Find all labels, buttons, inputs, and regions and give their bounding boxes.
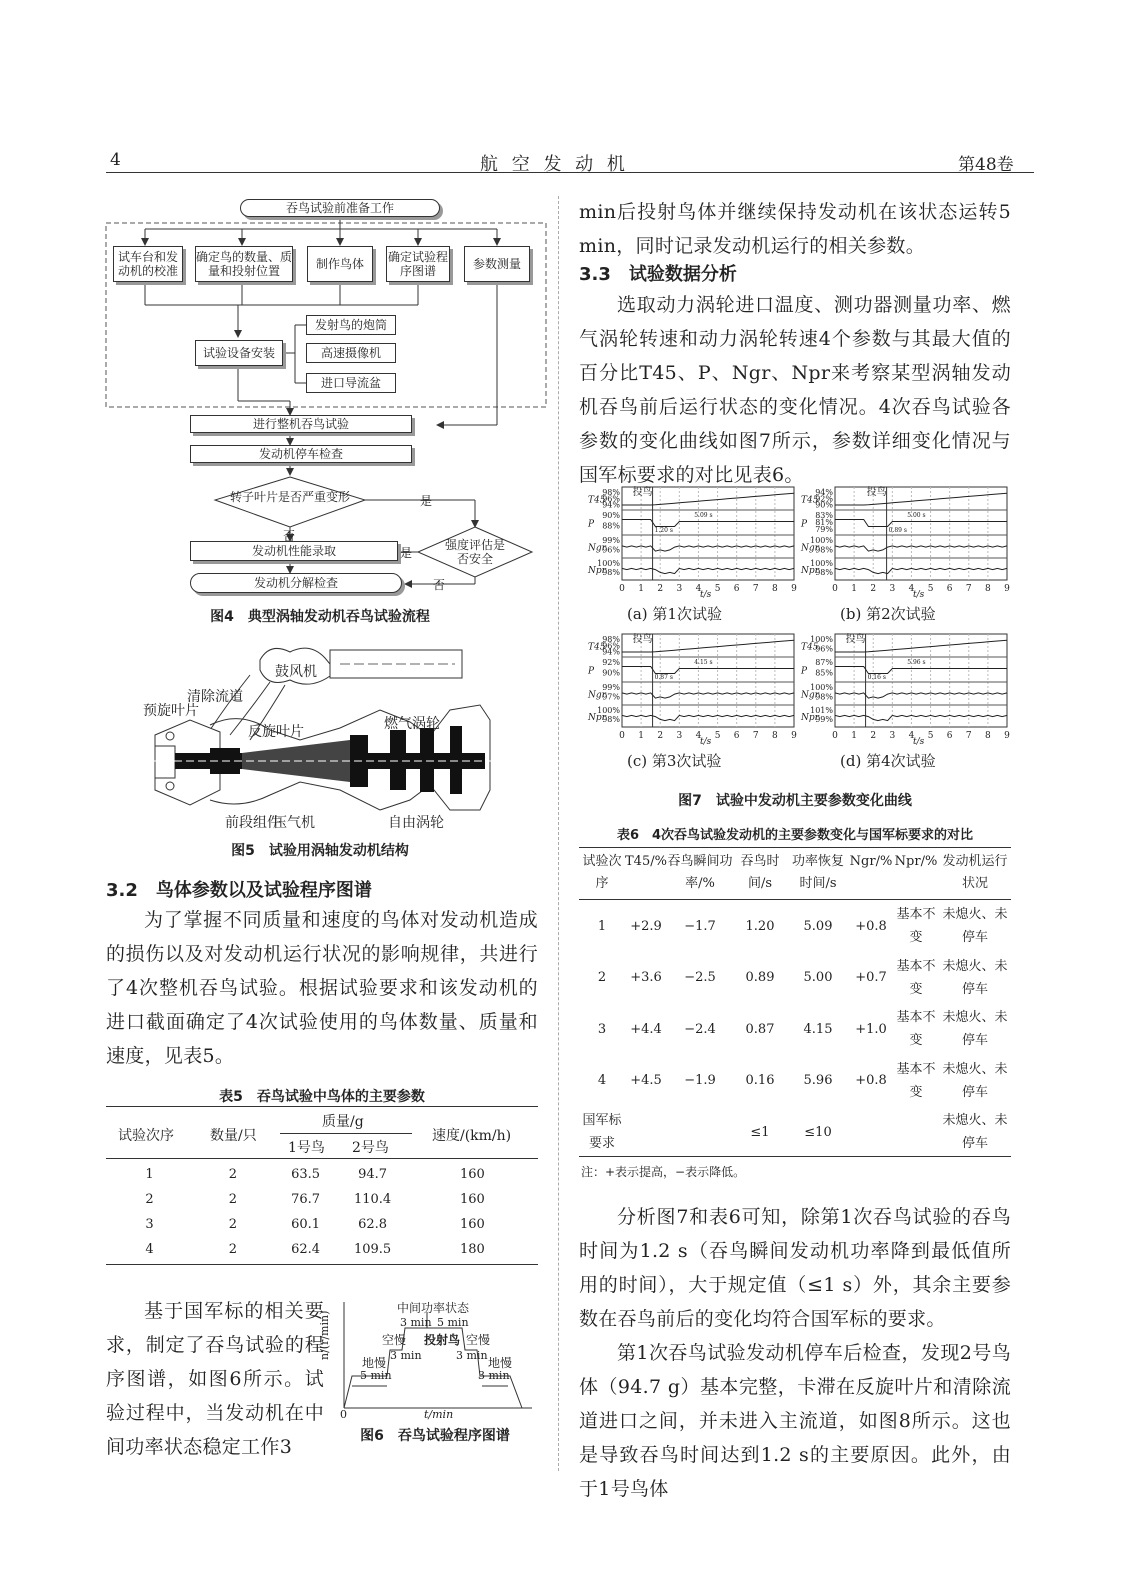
- table5-row: [106, 1162, 538, 1187]
- fig7-x-tick: 3: [676, 731, 683, 741]
- fig7-x-tick: 2: [657, 584, 664, 594]
- table6-cell: 未熄火、未停车: [942, 958, 1008, 997]
- table5-cell: 2: [228, 1167, 237, 1182]
- fig7-tick-label: 94%: [602, 500, 620, 510]
- table6-header-cell: Ngr/%: [849, 854, 893, 869]
- fig6-xaxis: t/min: [424, 1408, 454, 1421]
- table5-cell: 4: [145, 1242, 154, 1257]
- fig7-x-tick: 6: [733, 731, 740, 741]
- fig7-y-label: T45: [801, 642, 819, 653]
- table6-cell: [667, 1109, 733, 1155]
- fig5-drawing: [150, 640, 510, 835]
- table6-cell: ≤10: [804, 1124, 832, 1140]
- table6-header-cell: 吞鸟瞬间功率/%: [667, 854, 733, 891]
- table6-cell: 4: [597, 1073, 607, 1088]
- fig5-label-gasturbine: 燃气涡轮: [384, 716, 440, 732]
- fig7-annot-recovery: 5.00 s: [907, 512, 926, 519]
- fig7-panel-2: [795, 483, 1015, 598]
- table5-cell: 160: [459, 1167, 485, 1182]
- fig7-x-tick: 5: [714, 584, 721, 594]
- fig6-t5a: 5 min: [360, 1369, 392, 1382]
- fig7-tick-label: 100%: [597, 559, 620, 568]
- fig7-tick-label: 94%: [602, 647, 620, 657]
- table5-mass-rule: [280, 1133, 412, 1134]
- table6-cell: 国军标要求: [582, 1113, 622, 1151]
- fig7-tick-label: 98%: [602, 568, 620, 577]
- fig4-teardown-box: 发动机分解检查: [190, 573, 402, 593]
- table5-row: [106, 1187, 538, 1212]
- fig7-x-tick: 8: [985, 731, 991, 741]
- table6-cell: +1.0: [855, 1021, 887, 1037]
- fig7-annot-recovery: 5.96 s: [907, 659, 926, 666]
- table6-top-rule: [579, 847, 1011, 848]
- table6-caption: 表6 4次吞鸟试验发动机的主要参数变化与国军标要求的对比: [616, 828, 974, 843]
- fig7-shoot-label: 投鸟: [845, 634, 866, 645]
- fig7-x-tick: 3: [889, 584, 896, 594]
- fig7-x-tick: 5: [927, 731, 934, 741]
- table6-cell: +2.9: [630, 918, 662, 934]
- fig6-t3b: 3 min: [390, 1349, 422, 1362]
- fig7-annot-time: 0.89 s: [888, 527, 907, 534]
- fig6-yaxis: n/(r/min): [318, 1310, 331, 1360]
- table5-cell: 2: [145, 1192, 154, 1207]
- table6-cell: [625, 1109, 667, 1155]
- fig7-y-label: Npr: [588, 713, 606, 723]
- fig7-tick-label: 92%: [602, 658, 620, 667]
- fig4-yes-1: 是: [420, 494, 433, 508]
- fig7-tick-label: 98%: [815, 568, 833, 577]
- fig7-panel-4: [795, 630, 1015, 745]
- journal-title: 航 空 发 动 机: [480, 154, 629, 175]
- table6-cell: [893, 1109, 939, 1155]
- fig7-tick-label: 96%: [602, 545, 620, 555]
- table6-cell: 基本不变: [896, 958, 936, 997]
- fig7-tick-label: 100%: [810, 559, 833, 568]
- fig4-prep-box-2: 确定鸟的数量、质量和投射位置: [195, 246, 293, 282]
- table6-cell: 4.15: [803, 1021, 833, 1037]
- fig7-tick-label: 98%: [602, 715, 620, 724]
- fig7-y-label: T45: [801, 495, 819, 506]
- fig7-tick-label: 81%: [815, 518, 833, 527]
- fig7-y-label: Ngr: [588, 690, 606, 701]
- fig7-subcaption: (c) 第3次试验: [627, 752, 722, 770]
- table5-cell: 62.4: [291, 1242, 321, 1257]
- fig4-yes-2: 是: [400, 546, 413, 560]
- table6-bottom-rule: [579, 1156, 1011, 1157]
- fig7-x-tick: 6: [946, 731, 953, 741]
- table6-cell: 3: [597, 1021, 607, 1037]
- fig5-label-freeturbine: 自由涡轮: [388, 815, 444, 831]
- table6-cell: 未熄火、未停车: [942, 907, 1008, 945]
- table6-cell: 0.87: [745, 1021, 775, 1037]
- fig7-tick-label: 85%: [815, 668, 833, 678]
- table6-cell: −2.4: [684, 1021, 716, 1037]
- fig5-label-compressor: 压气机: [273, 815, 315, 831]
- table5-bottom-rule: [106, 1264, 538, 1265]
- table5-head-rule: [106, 1158, 538, 1159]
- table5-h-speed: 速度/(km/h): [432, 1128, 512, 1144]
- fig4-run-box: 进行整机吞鸟试验: [190, 415, 412, 433]
- header-rule: [106, 172, 1034, 173]
- fig5-caption: 图5 试验用涡轴发动机结构: [231, 843, 409, 859]
- fig7-y-label: Npr: [801, 566, 819, 576]
- fig7-y-label: T45: [588, 495, 606, 506]
- table5-h-mass: 质量/g: [322, 1114, 364, 1130]
- fig6-t5b: 5 min: [437, 1316, 469, 1329]
- fig7-x-tick: 1: [638, 731, 644, 741]
- table6-header-cell: T45/%: [625, 854, 667, 869]
- fig7-x-tick: 9: [791, 584, 797, 594]
- fig6-top-label: 中间功率状态: [397, 1301, 470, 1315]
- fig7-x-tick: 1: [851, 584, 857, 594]
- fig7-x-label: t/s: [700, 737, 712, 747]
- fig5-label-counter: 反旋叶片: [248, 724, 304, 740]
- fig5-label-blower: 鼓风机: [275, 664, 317, 680]
- fig7-tick-label: 98%: [815, 692, 833, 702]
- fig4-install-box: 试验设备安装: [195, 340, 283, 366]
- fig7-caption: 图7 试验中发动机主要参数变化曲线: [678, 793, 912, 809]
- fig7-x-tick: 6: [946, 584, 953, 594]
- table5-cell: 180: [459, 1242, 485, 1257]
- table6-cell: 5.09: [803, 918, 833, 934]
- fig7-subcaption: (d) 第4次试验: [840, 752, 936, 770]
- table5-cell: 160: [459, 1192, 485, 1207]
- fig7-x-label: t/s: [913, 590, 925, 600]
- fig7-x-tick: 4: [695, 584, 702, 594]
- fig7-tick-label: 100%: [810, 683, 833, 692]
- table6-cell: +4.4: [630, 1021, 662, 1037]
- table5-row: [106, 1212, 538, 1237]
- table5-body: [106, 1162, 538, 1262]
- table6-cell: 基本不变: [896, 907, 936, 945]
- section-3-2-para-2: 基于国军标的相关要求，制定了吞鸟试验的程序图谱，如图6所示。试验过程中，当发动机在中间功率状态稳定工作3: [106, 1300, 324, 1458]
- table6-cell: 5.96: [803, 1073, 833, 1088]
- table5-cell: 2: [228, 1192, 237, 1207]
- fig7-tick-label: 100%: [810, 536, 833, 545]
- table5-h-order: 试验次序: [118, 1128, 174, 1144]
- table6-cell: 2: [597, 970, 607, 985]
- table6-cell: [849, 1109, 893, 1155]
- volume: 第48卷: [958, 155, 1014, 175]
- fig7-shoot-label: 投鸟: [866, 487, 887, 498]
- table5-cell: 2: [228, 1217, 237, 1232]
- fig7-tick-label: 99%: [815, 715, 833, 724]
- fig7-y-label: Npr: [588, 566, 606, 576]
- fig7-x-tick: 7: [752, 731, 759, 741]
- table6-cell: +0.8: [855, 1073, 887, 1088]
- fig4-caption: 图4 典型涡轴发动机吞鸟试验流程: [210, 609, 430, 625]
- fig4-prep-box-5: 参数测量: [464, 246, 530, 282]
- right-para-0: min后投射鸟体并继续保持发动机在该状态运转5 min，同时记录发动机运行的相关参数。: [579, 201, 1011, 257]
- table6-cell: −1.7: [684, 918, 716, 934]
- table6-cell: 5.00: [803, 970, 833, 985]
- fig7-x-tick: 0: [832, 584, 838, 594]
- fig7-tick-label: 92%: [815, 494, 833, 504]
- fig4-no-1: 否: [283, 529, 296, 543]
- fig7-x-tick: 7: [752, 584, 759, 594]
- table6-note: 注：+表示提高，−表示降低。: [581, 1165, 746, 1179]
- table5-cell: 76.7: [291, 1192, 321, 1207]
- fig6-caption: 图6 吞鸟试验程序图谱: [360, 1428, 510, 1444]
- fig6-t3a: 3 min: [400, 1316, 432, 1329]
- fig7-tick-label: 90%: [602, 511, 620, 520]
- fig7-tick-label: 98%: [602, 488, 620, 497]
- table6-cell: 1: [597, 918, 607, 934]
- fig7-x-tick: 8: [985, 584, 991, 594]
- page-number: 4: [110, 150, 121, 170]
- fig7-x-tick: 9: [1004, 584, 1010, 594]
- fig7-panel-3: [582, 630, 802, 745]
- fig7-x-tick: 9: [1004, 731, 1010, 741]
- table6-head-rule: [579, 899, 1011, 900]
- fig7-annot-time: 0.87 s: [654, 674, 673, 681]
- fig7-x-tick: 7: [965, 731, 972, 741]
- fig6-idle1: 地慢: [362, 1356, 387, 1370]
- table5-h-bird2: 2号鸟: [352, 1140, 389, 1156]
- fig7-x-tick: 2: [657, 731, 664, 741]
- fig5-label-purge: 清除流道: [187, 689, 243, 705]
- fig4-perf-box: 发动机性能录取: [190, 541, 398, 561]
- fig7-x-tick: 4: [695, 731, 702, 741]
- table5-h-count: 数量/只: [210, 1128, 257, 1144]
- fig7-shoot-label: 投鸟: [632, 487, 653, 498]
- fig7-annot-time: 1.20 s: [654, 527, 673, 534]
- fig6-shoot: 投射鸟: [424, 1333, 461, 1347]
- fig7-y-label: P: [588, 666, 595, 677]
- table5-cell: 62.8: [358, 1217, 388, 1232]
- fig4-stop-box: 发动机停车检查: [190, 445, 412, 463]
- fig7-x-tick: 9: [791, 731, 797, 741]
- fig4-decision-2: 强度评估是否安全: [444, 538, 505, 566]
- fig7-tick-label: 99%: [602, 536, 620, 545]
- fig7-x-tick: 5: [714, 731, 721, 741]
- fig7-frame: [835, 634, 1007, 727]
- table6-cell: 未熄火、未停车: [942, 1010, 1008, 1048]
- fig4-equip-1: 发射鸟的炮筒: [306, 315, 396, 335]
- table6-cell: 基本不变: [896, 1010, 936, 1048]
- fig7-x-tick: 7: [965, 584, 972, 594]
- fig7-x-tick: 4: [908, 584, 915, 594]
- fig7-x-tick: 2: [870, 731, 877, 741]
- table6-cell: −1.9: [684, 1073, 716, 1088]
- column-separator: [558, 196, 559, 1471]
- fig4-equip-2: 高速摄像机: [306, 343, 396, 363]
- table5-h-bird1: 1号鸟: [288, 1140, 325, 1156]
- section-3-2-para-1: 为了掌握不同质量和速度的鸟体对发动机造成的损伤以及对发动机运行状况的影响规律，共进行了4次整机吞鸟试验。根据试验要求和该发动机的进口截面确定了4次试验使用的鸟体数量、质量和速度，见表5。: [106, 909, 538, 1067]
- fig7-x-tick: 3: [676, 584, 683, 594]
- table6-cell: 0.89: [745, 970, 775, 985]
- fig7-x-tick: 8: [772, 731, 778, 741]
- fig7-x-tick: 0: [619, 731, 625, 741]
- table5-cell: 63.5: [291, 1167, 321, 1182]
- fig7-annot-time: 0.16 s: [867, 674, 886, 681]
- fig6-air2: 空慢: [466, 1333, 491, 1347]
- fig7-tick-label: 98%: [815, 545, 833, 555]
- fig7-shoot-label: 投鸟: [632, 634, 653, 645]
- table6-header-cell: Npr/%: [894, 854, 938, 869]
- fig5-label-prewhirl: 预旋叶片: [143, 703, 199, 719]
- fig7-y-label: Ngr: [588, 543, 606, 554]
- table6-cell: −2.5: [684, 970, 716, 985]
- table5-caption: 表5 吞鸟试验中鸟体的主要参数: [219, 1089, 425, 1105]
- fig7-tick-label: 96%: [815, 644, 833, 654]
- table6-cell: 基本不变: [896, 1061, 936, 1100]
- table6-header-cell: 吞鸟时间/s: [740, 854, 780, 891]
- table6-cell: +0.7: [855, 970, 887, 985]
- fig7-x-tick: 2: [870, 584, 877, 594]
- table5-cell: 110.4: [353, 1192, 392, 1207]
- fig7-tick-label: 87%: [815, 658, 833, 667]
- fig7-frame: [622, 634, 794, 727]
- table6-cell: +3.6: [630, 970, 662, 985]
- section-3-3-para-1: 选取动力涡轮进口温度、测功器测量功率、燃气涡轮转速和动力涡轮转速4个参数与其最大值的百分比T45、P、Ngr、Npr来考察某型涡轴发动机吞鸟前后运行状态的变化情况。4次吞鸟试验各参数的变化曲线如图7所示，参数详细变化情况与国军标要求的对比见表6。: [579, 294, 1011, 486]
- fig7-frame: [835, 487, 1007, 580]
- fig7-y-label: T45: [588, 642, 606, 653]
- fig6-t3c: 3 min: [456, 1349, 488, 1362]
- fig7-tick-label: 90%: [602, 668, 620, 678]
- fig7-tick-label: 99%: [602, 683, 620, 692]
- right-para-2: 分析图7和表6可知，除第1次吞鸟试验的吞鸟时间为1.2 s（吞鸟瞬间发动机功率降到最低值所用的时间），大于规定值（≤1 s）外，其余主要参数在吞鸟前后的变化均符合国军标的要求。: [579, 1206, 1011, 1330]
- table6-cell: 1.20: [745, 918, 775, 934]
- table5-cell: 94.7: [358, 1167, 388, 1182]
- table6-cell: 0.16: [745, 1073, 775, 1088]
- table6-cell: ≤1: [750, 1124, 770, 1140]
- fig7-x-label: t/s: [913, 737, 925, 747]
- fig4-decision-1: 转子叶片是否严重变形: [230, 490, 351, 504]
- fig7-tick-label: 88%: [602, 521, 620, 531]
- table5-cell: 109.5: [353, 1242, 392, 1257]
- fig7-x-tick: 5: [927, 584, 934, 594]
- fig7-x-tick: 1: [851, 731, 857, 741]
- fig7-x-tick: 1: [638, 584, 644, 594]
- section-3-3-title: 3.3 试验数据分析: [579, 264, 737, 285]
- fig7-annot-recovery: 5.09 s: [694, 512, 713, 519]
- fig7-annot-recovery: 4.15 s: [694, 659, 713, 666]
- fig7-tick-label: 98%: [602, 635, 620, 644]
- fig7-x-tick: 4: [908, 731, 915, 741]
- fig7-y-label: P: [801, 519, 808, 530]
- table5-cell: 2: [228, 1242, 237, 1257]
- fig7-tick-label: 100%: [597, 706, 620, 715]
- table6-cell: 未熄火、未停车: [942, 1113, 1008, 1151]
- fig7-x-tick: 0: [832, 731, 838, 741]
- table6-header-cell: 功率恢复时间/s: [791, 854, 844, 891]
- right-para-3: 第1次吞鸟试验发动机停车后检查，发现2号鸟体（94.7 g）基本完整，卡滞在反旋叶片和清除流道进口之间，并未进入主流道，如图8所示。这也是导致吞鸟时间达到1.2 s的主要原因。此外，由于1号鸟体: [579, 1342, 1011, 1500]
- fig6-t3d: 3 min: [478, 1369, 510, 1382]
- table5-cell: 3: [145, 1217, 154, 1232]
- fig4-start-box: 吞鸟试验前准备工作: [240, 199, 440, 217]
- fig7-tick-label: 101%: [810, 706, 833, 715]
- fig7-y-label: P: [588, 519, 595, 530]
- table5-top-rule: [106, 1106, 538, 1107]
- fig7-panel-1: [582, 483, 802, 598]
- table6-cell: +0.8: [855, 918, 887, 934]
- table6-header-cell: 试验次序: [582, 854, 622, 891]
- fig5-label-front: 前段组件: [225, 815, 281, 831]
- fig7-frame: [622, 487, 794, 580]
- table5-row: [106, 1237, 538, 1262]
- fig4-prep-box-3: 制作鸟体: [307, 246, 373, 282]
- fig7-y-label: Npr: [801, 713, 819, 723]
- fig6-air1: 空慢: [382, 1333, 407, 1347]
- fig7-x-tick: 3: [889, 731, 896, 741]
- fig7-subcaption: (a) 第1次试验: [627, 605, 722, 623]
- fig7-tick-label: 90%: [815, 500, 833, 510]
- fig7-tick-label: 96%: [602, 494, 620, 504]
- section-3-2-title: 3.2 鸟体参数以及试验程序图谱: [106, 880, 372, 901]
- fig7-y-label: Ngr: [801, 543, 819, 554]
- fig4-prep-box-1: 试车台和发动机的校准: [113, 246, 183, 282]
- table5-cell: 1: [145, 1167, 154, 1182]
- fig7-x-tick: 6: [733, 584, 740, 594]
- table6-header-cell: 发动机运行状况: [942, 854, 1008, 891]
- fig7-subcaption: (b) 第2次试验: [840, 605, 936, 623]
- fig7-x-tick: 8: [772, 584, 778, 594]
- fig7-x-label: t/s: [700, 590, 712, 600]
- fig4-prep-box-4: 确定试验程序图谱: [386, 246, 450, 282]
- fig7-tick-label: 96%: [602, 641, 620, 651]
- fig7-tick-label: 79%: [815, 525, 833, 534]
- fig4-equip-3: 进口导流盆: [306, 373, 396, 393]
- fig7-y-label: Ngr: [801, 690, 819, 701]
- fig7-x-tick: 0: [619, 584, 625, 594]
- table6-cell: +4.5: [630, 1073, 662, 1088]
- fig6-idle2: 地慢: [488, 1356, 513, 1370]
- fig7-tick-label: 94%: [815, 488, 833, 497]
- table5-cell: 60.1: [291, 1217, 321, 1232]
- fig7-y-label: P: [801, 666, 808, 677]
- fig7-tick-label: 100%: [810, 635, 833, 644]
- table6-cell: 未熄火、未停车: [942, 1061, 1008, 1100]
- table5-cell: 160: [459, 1217, 485, 1232]
- fig7-tick-label: 83%: [815, 511, 833, 520]
- fig6-zero: 0: [340, 1408, 347, 1421]
- fig7-tick-label: 97%: [602, 692, 620, 702]
- fig4-no-2: 否: [433, 578, 446, 592]
